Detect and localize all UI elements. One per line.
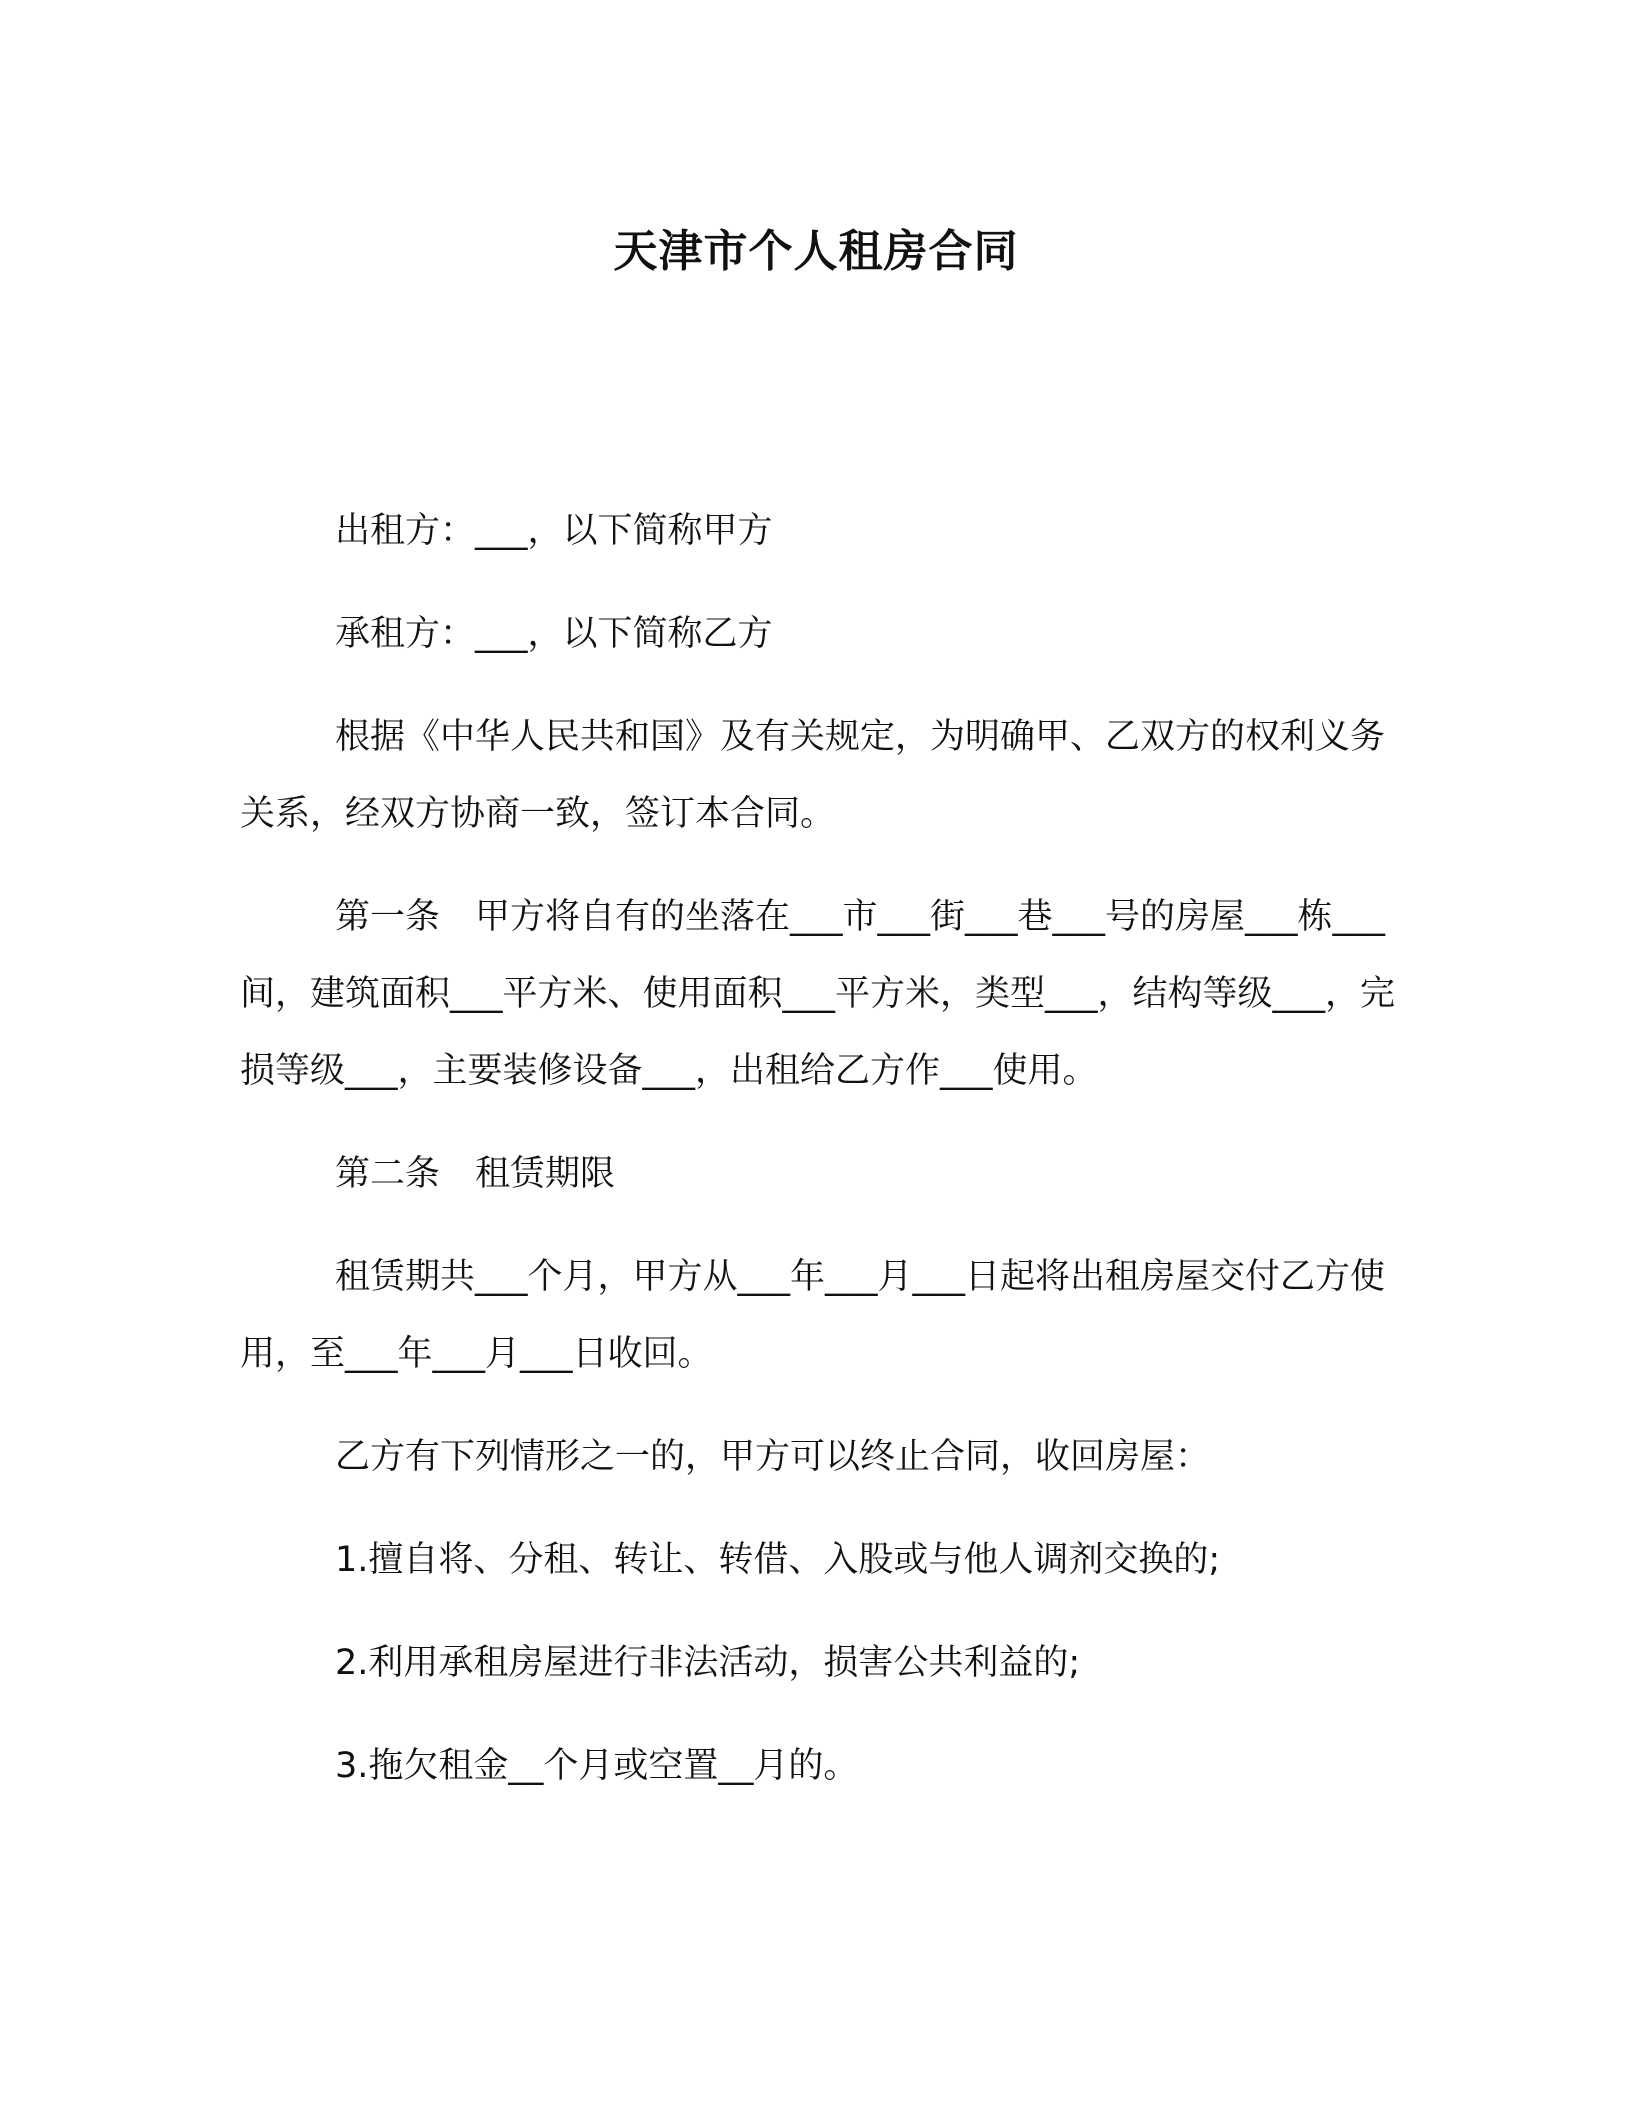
paragraph-lessor: 出租方：___，以下简称甲方 [335,511,773,551]
paragraph-lessee: 承租方：___，以下简称乙方 [335,614,773,654]
paragraph-basis: 根据《中华人民共和国》及有关规定，为明确甲、乙双方的权利义务关系，经双方协商一致，签订本合同。 [240,717,1386,834]
document-title: 天津市个人租房合同 [613,226,1019,277]
paragraph-termination-item-3: 3.拖欠租金__个月或空置__月的。 [335,1746,859,1786]
paragraph-termination-item-1: 1.擅自将、分租、转让、转借、入股或与他人调剂交换的; [335,1540,1221,1580]
document-body [240,493,1395,1831]
paragraph-termination-intro: 乙方有下列情形之一的，甲方可以终止合同，收回房屋： [335,1437,1211,1477]
paragraph-article-2-heading: 第二条 租赁期限 [335,1154,616,1194]
paragraph-termination-item-2: 2.利用承租房屋进行非法活动，损害公共利益的; [335,1643,1081,1683]
paragraph-article-1: 第一条 甲方将自有的坐落在___市___街___巷___号的房屋___栋___间，建筑面积___平方米、使用面积___平方米，类型___，结构等级___，完损等级___，主要装修设备___，出租给乙方作___使用。 [240,897,1396,1091]
paragraph-lease-term: 租赁期共___个月，甲方从___年___月___日起将出租房屋交付乙方使用，至___年___月___日收回。 [240,1257,1386,1374]
